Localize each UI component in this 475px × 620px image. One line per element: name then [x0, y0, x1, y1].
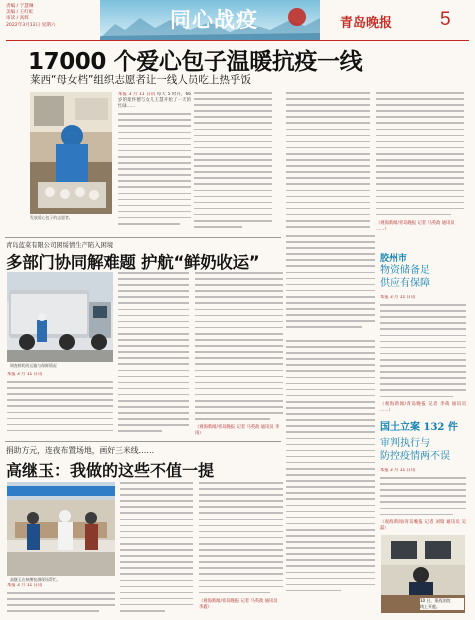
court-caption-line: 线上开庭。 [420, 604, 440, 609]
story2-photo [7, 272, 113, 362]
proofreader-line: 审读 / 高辉 [6, 16, 29, 22]
shenyang-body-col [286, 340, 375, 610]
page-number: 5 [440, 9, 451, 30]
story1-body-lines [118, 113, 191, 229]
court-kicker: 国土立案 132 件 [380, 422, 458, 433]
story1-body-col [286, 92, 370, 232]
court-byline: （观海新闻/青岛晚报 记者 刘瑞 通讯员 吴磊） [380, 519, 466, 531]
court-body-lines [380, 477, 466, 520]
story1-deck: 莱西“母女档”组织志愿者让一线人员吃上热乎饭 [30, 74, 251, 86]
story2-headline: 多部门协同解难题 护航“鲜奶收运” [6, 253, 260, 272]
shenyang-title-line: 物资储备足 [380, 265, 430, 276]
story3-body-col [199, 482, 283, 617]
story2-dateline: 本报 3 月 11 日讯 [7, 372, 43, 377]
story2-body-col [118, 272, 189, 437]
story2-body-col [7, 372, 113, 436]
story2-body-col [195, 272, 283, 437]
shenyang-title-line: 供应有保障 [380, 278, 430, 289]
shenyang-body-col [380, 295, 466, 413]
editor-line: 责编 / 于慧琳 [6, 4, 34, 9]
story3-body-col [7, 583, 115, 617]
shenyang-byline: （观海新闻/青岛晚报 记者 李萌 通讯员 ……） [380, 401, 466, 413]
court-body-col [380, 468, 466, 533]
story3-body-lines [7, 592, 115, 616]
story1-lead-text: 每天 5 时许，66 岁的栾怀德与女儿王慧开始了一天的忙碌…… [118, 92, 191, 110]
story1-body-col [376, 92, 464, 232]
story1-headline: 17000 个爱心包子温暖抗疫一线 [28, 49, 363, 75]
story2-photo-caption: 调查鲜奶的运输与保鲜情况 [10, 363, 57, 368]
story3-byline: （观海新闻/青岛晚报 记者 马英政 通讯员 李鑫） [199, 598, 278, 610]
shenyang-kicker: 胶州市 [380, 254, 408, 264]
story-divider [5, 441, 281, 442]
header-rule [6, 40, 469, 41]
shenyang-title [380, 264, 430, 290]
story1-body-col [286, 235, 375, 335]
story3-photo-caption: 高继玉在核酸检测现场帮忙。 [10, 577, 61, 582]
story1-body-col [118, 92, 191, 229]
story2-byline: （观海新闻/青岛晚报 记者 马英政 通讯员 李雨） [195, 425, 280, 437]
story1-photo-caption: 发放爱心包子的志愿者。 [30, 215, 73, 220]
story1-body-col [194, 92, 272, 232]
issue-date: 2022年3月12日 星期六 [6, 22, 56, 28]
court-title-line: 审判执行与 [380, 438, 430, 449]
story1-byline: （观海新闻/青岛晚报 记者 马英政 通讯员 ……） [376, 220, 455, 232]
story-divider [5, 237, 281, 238]
story2-kicker: 青岛蓝菜有限公司困绥情生产陷入困境 [6, 242, 114, 249]
story3-kicker: 捐助方元，连夜布置场地，画好三米线…… [6, 446, 155, 455]
shenyang-dateline: 本报 3 月 11 日讯 [380, 295, 416, 300]
court-caption-line: 10 日，莱西法院 [420, 598, 451, 603]
story3-body-col [120, 482, 193, 617]
shenyang-body-lines [380, 304, 466, 402]
story1-dateline: 本报 3 月 11 日讯 [118, 92, 156, 97]
story1-photo [30, 92, 112, 214]
court-photo-caption [420, 598, 464, 610]
story3-dateline: 本报 3 月 11 日讯 [7, 583, 43, 588]
editor-credits [6, 4, 55, 29]
court-title-line: 防控疫情两不误 [380, 451, 450, 462]
section-title: 同心战疫 [170, 7, 258, 32]
court-title [380, 437, 450, 463]
court-dateline: 本报 3 月 11 日讯 [380, 468, 416, 473]
designer-line: 美编 / 王红虹 [6, 10, 34, 16]
story3-photo [7, 482, 115, 576]
story3-headline: 高继玉：我做的这些不值一提 [6, 461, 215, 480]
story2-body-lines [7, 381, 113, 436]
paper-logo: 青岛晚报 [340, 16, 393, 31]
